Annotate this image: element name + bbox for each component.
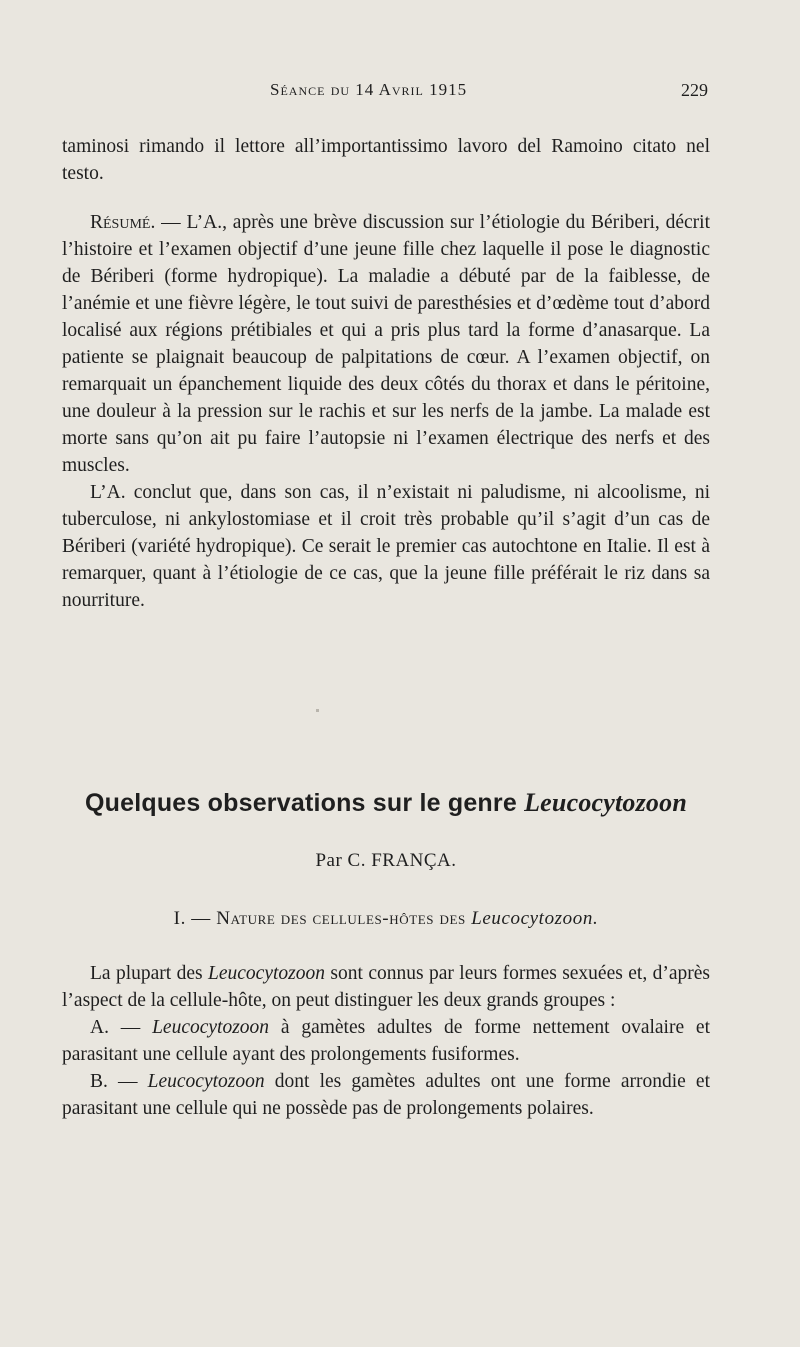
body-paragraph-3 xyxy=(62,1068,710,1122)
resume-paragraph-2: L’A. conclut que, dans son cas, il n’existait ni paludisme, ni alcoolisme, ni tuberculose, ni ankylostomiase et il croit très probable qu’il s’agit d’un cas de Bériberi (variété hydropique). Ce serait le premier cas autochtone en Italie. Il est à remarquer, quant à l’étiologie de ce cas, que la jeune fille préférait le riz dans sa nourriture. xyxy=(62,482,710,611)
body-p1-start: La plupart des xyxy=(90,963,209,984)
body-p1-genus: Leucocytozoon xyxy=(208,963,326,984)
body-p1-end: sont connus par leurs formes sexuées et, d’après l’aspect de la cellule-hôte, on peut distinguer les deux grands groupes : xyxy=(62,963,710,1011)
resume-label: Résumé. xyxy=(90,212,156,233)
body-paragraph-2 xyxy=(62,1014,710,1068)
article-author: Par C. FRANÇA. xyxy=(315,850,457,871)
section-heading xyxy=(62,908,710,930)
ink-speck xyxy=(316,709,319,712)
section-title: Nature des cellules-hôtes des xyxy=(216,908,472,929)
article-title-genus: Leucocytozoon xyxy=(524,788,687,817)
body-p2-text: à gamètes adultes de forme nettement ovalaire et parasitant une cellule ayant des prolongements fusiformes. xyxy=(62,1017,710,1065)
resume-paragraph-1-text: — L’A., après une brève discussion sur l’étiologie du Bériberi, décrit l’histoire et l’examen objectif d’une jeune fille chez laquelle il pose le diagnostic de Bériberi (forme hydropique). La maladie a débuté par de la faiblesse, de l’anémie et une fièvre légère, le tout suivi de paresthésies et d’œdème tout d’abord localisé aux régions prétibiales et qui a pris plus tard la forme d’anasarque. La patiente se plaignait beaucoup de palpitations de cœur. A l’examen objectif, on remarquait un épanchement liquide des deux côtés du thorax et dans le péritoine, une douleur à la pression sur le rachis et sur les nerfs de la jambe. La malade est morte sans qu’on ait pu faire l’autopsie ni l’examen électrique des nerfs et des muscles. xyxy=(62,212,710,476)
intro-text-block xyxy=(62,133,710,187)
article-title xyxy=(62,788,710,818)
body-p2-genus: Leucocytozoon xyxy=(152,1017,270,1038)
article-title-text: Quelques observations sur le genre xyxy=(85,789,525,817)
intro-paragraph: taminosi rimando il lettore all’importantissimo lavoro del Ramoino citato nel testo. xyxy=(62,136,710,184)
body-p3-genus: Leucocytozoon xyxy=(147,1071,265,1092)
article-body xyxy=(62,960,710,1122)
running-head: Séance du 14 Avril 1915 xyxy=(270,80,468,99)
section-genus: Leucocytozoon. xyxy=(471,908,599,929)
body-p3-label: B. — xyxy=(90,1071,148,1092)
body-p2-label: A. — xyxy=(90,1017,153,1038)
resume-section xyxy=(62,209,710,614)
resume-paragraph-1 xyxy=(62,209,710,479)
page-number: 229 xyxy=(681,80,708,100)
body-paragraph-1 xyxy=(62,960,710,1014)
page-header xyxy=(0,80,800,104)
section-number: I. — xyxy=(173,908,217,929)
body-p3-text: dont les gamètes adultes ont une forme arrondie et parasitant une cellule qui ne possède pas de prolongements polaires. xyxy=(62,1071,710,1119)
